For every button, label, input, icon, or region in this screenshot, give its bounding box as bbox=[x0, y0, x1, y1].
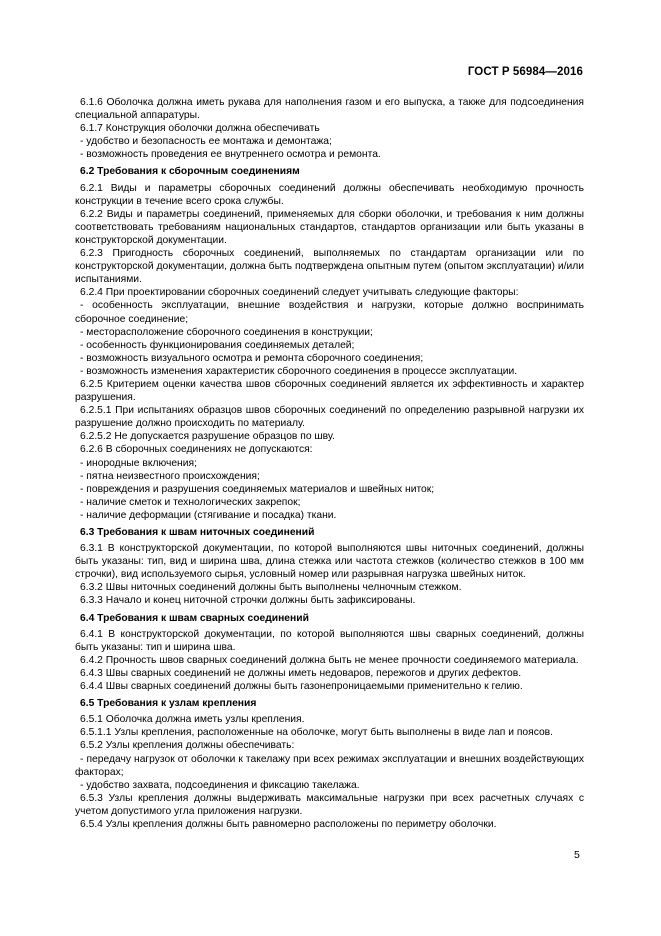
paragraph: 6.5.1.1 Узлы крепления, расположенные на оболочке, могут быть выполнены в виде лап и поясов. bbox=[80, 727, 554, 739]
paragraph: 6.1.7 Конструкция оболочки должна обеспечивать bbox=[80, 123, 320, 135]
paragraph: 6.2.3 Пригодность сборочных соединений, выполняемых по стандартам организации или по конструкторской документации, должна быть подтверждена опытным путем (опытом эксплуатации) и/или испытаниями. bbox=[75, 248, 584, 286]
paragraph: 6.4.3 Швы сварных соединений не должны иметь недоваров, пережогов и других дефектов. bbox=[80, 667, 522, 679]
paragraph: 6.5.2 Узлы крепления должны обеспечивать: bbox=[80, 740, 295, 752]
page-number: 5 bbox=[574, 849, 580, 861]
paragraph: 6.5.3 Узлы крепления должны выдерживать максимальные нагрузки при всех расчетных случаях с учетом допустимого угла приложения нагрузки. bbox=[75, 792, 584, 817]
paragraph: 6.2.5.2 Не допускается разрушение образцов по шву. bbox=[80, 431, 335, 443]
list-item: - удобство захвата, подсоединения и фиксацию такелажа. bbox=[80, 779, 360, 791]
list-item: - пятна неизвестного происхождения; bbox=[80, 470, 260, 482]
section-heading: 6.4 Требования к швам сварных соединений bbox=[80, 612, 309, 624]
section-heading: 6.5 Требования к узлам крепления bbox=[80, 698, 257, 710]
list-item: - удобство и безопасность ее монтажа и демонтажа; bbox=[80, 136, 332, 148]
list-item: - особенность эксплуатации, внешние воздействия и нагрузки, которые должно воспринимать сборочное соединение; bbox=[75, 300, 584, 325]
list-item: - повреждения и разрушения соединяемых материалов и швейных ниток; bbox=[80, 483, 435, 495]
list-item: - передачу нагрузок от оболочки к такелажу при всех режимах эксплуатации и внешних воздействующих факторах; bbox=[75, 753, 584, 778]
standard-code: ГОСТ Р 56984—2016 bbox=[467, 66, 583, 78]
list-item: - наличие деформации (стягивание и посадка) ткани. bbox=[80, 509, 337, 521]
section-heading: 6.3 Требования к швам ниточных соединений bbox=[80, 527, 315, 538]
paragraph: 6.3.1 В конструкторской документации, по которой выполняются швы ниточных соединений, должны быть указаны: тип, вид и ширина шва, длина стежка или частота стежков (количество стежков в 100 мм строчки), вид используемого сырья, условный номер или разрывная нагрузка швейных ниток. bbox=[75, 543, 584, 581]
list-item: - возможность проведения ее внутреннего осмотра и ремонта. bbox=[80, 149, 381, 161]
list-item: - месторасположение сборочного соединения в конструкции; bbox=[80, 326, 373, 338]
list-item: - возможность изменения характеристик сборочного соединения в процессе эксплуатации. bbox=[80, 365, 518, 377]
paragraph: 6.5.4 Узлы крепления должны быть равномерно расположены по периметру оболочки. bbox=[80, 818, 497, 830]
paragraph: 6.2.6 В сборочных соединениях не допускаются: bbox=[80, 444, 313, 456]
paragraph: 6.2.5 Критерием оценки качества швов сборочных соединений является их эффективность и характер разрушения. bbox=[75, 378, 584, 404]
list-item: - наличие сметок и технологических закрепок; bbox=[80, 496, 301, 508]
paragraph: 6.2.2 Виды и параметры соединений, применяемых для сборки оболочки, и требования к ним должны соответствовать требованиям национальных стандартов, стандартов организации или быть указаны в конструкторской документации. bbox=[75, 208, 584, 246]
paragraph: 6.1.6 Оболочка должна иметь рукава для наполнения газом и его выпуска, а также для подсоединения специальной аппаратуры. bbox=[75, 97, 584, 122]
paragraph: 6.5.1 Оболочка должна иметь узлы крепления. bbox=[80, 714, 305, 726]
list-item: - особенность функционирования соединяемых деталей; bbox=[80, 339, 355, 351]
document-body bbox=[75, 96, 584, 831]
paragraph: 6.2.4 При проектировании сборочных соединений следует учитывать следующие факторы: bbox=[80, 287, 519, 299]
paragraph: 6.3.2 Швы ниточных соединений должны быть выполнены челночным стежком. bbox=[80, 582, 462, 594]
section-heading: 6.2 Требования к сборочным соединениям bbox=[80, 166, 300, 178]
paragraph: 6.4.4 Швы сварных соединений должны быть газонепроницаемыми применительно к гелию. bbox=[80, 681, 523, 693]
paragraph: 6.4.1 В конструкторской документации, по которой выполняются швы сварных соединений, должны быть указаны: тип и ширина шва. bbox=[75, 628, 584, 653]
list-item: - инородные включения; bbox=[80, 457, 197, 469]
list-item: - возможность визуального осмотра и ремонта сборочного соединения; bbox=[80, 352, 424, 364]
paragraph: 6.2.1 Виды и параметры сборочных соединений должны обеспечивать необходимую прочность конструкции в течение всего срока службы. bbox=[75, 182, 584, 207]
paragraph: 6.2.5.1 При испытаниях образцов швов сборочных соединений по определению разрывной нагрузки их разрушение должно происходить по материалу. bbox=[75, 405, 584, 430]
paragraph: 6.4.2 Прочность швов сварных соединений должна быть не менее прочности соединяемого материала. bbox=[80, 654, 579, 666]
paragraph: 6.3.3 Начало и конец ниточной строчки должны быть зафиксированы. bbox=[80, 595, 416, 607]
